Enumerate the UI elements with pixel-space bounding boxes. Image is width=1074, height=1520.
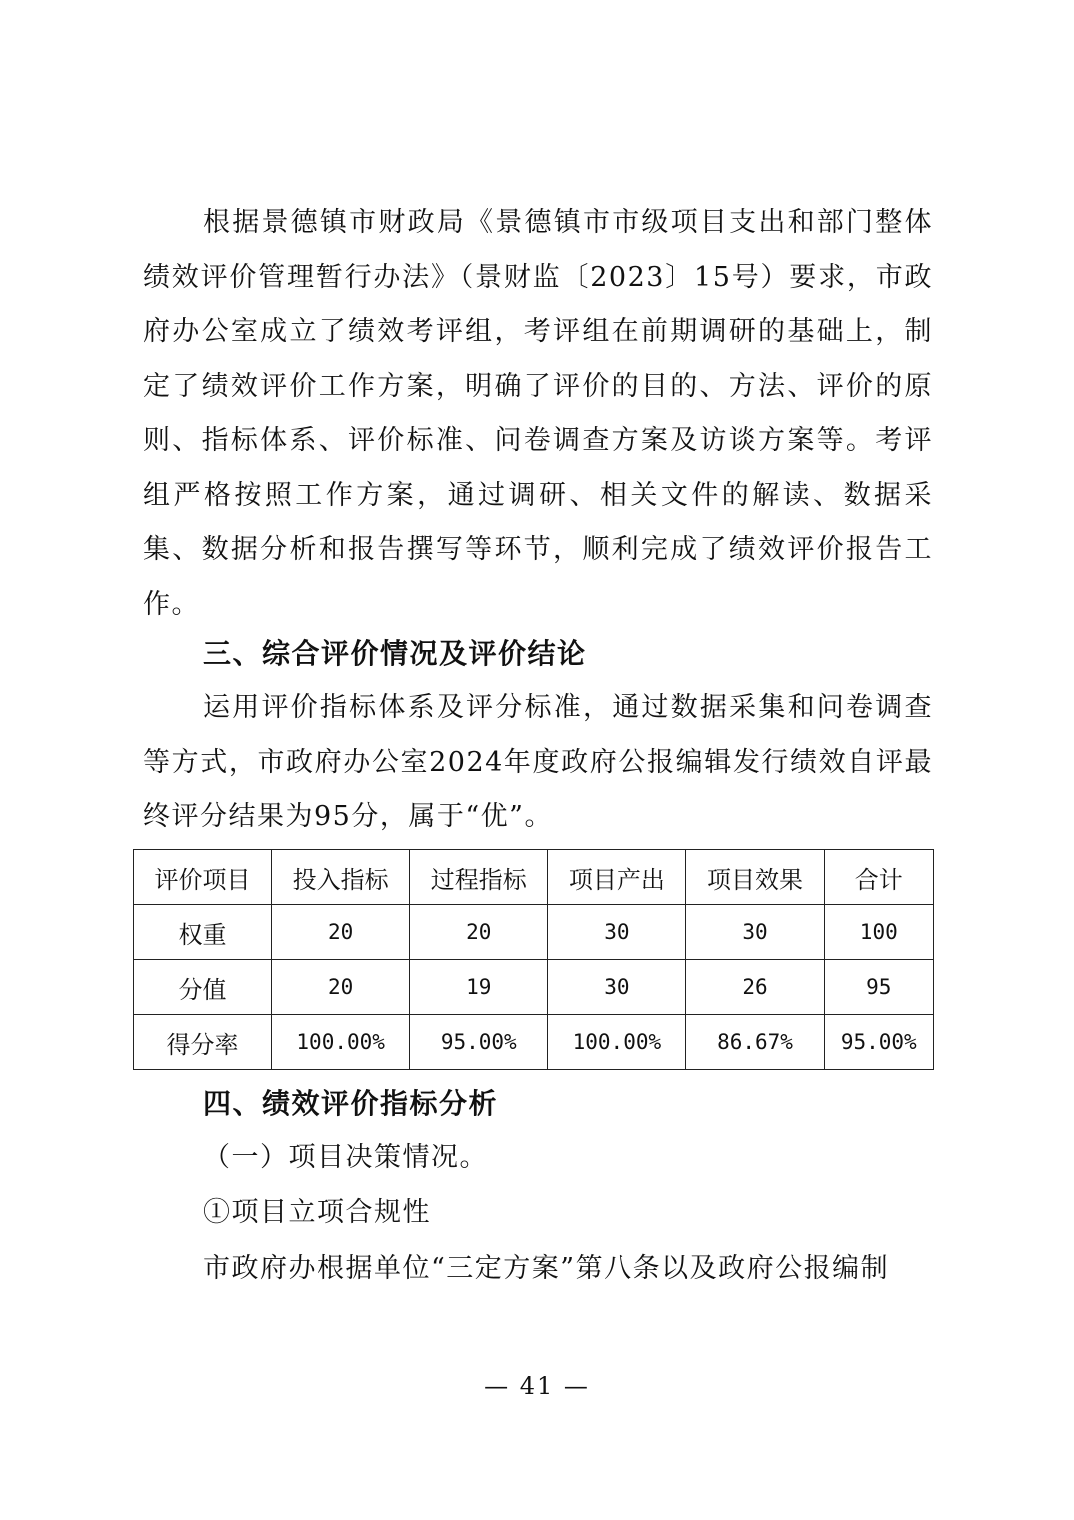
paragraph-evaluation-process: 根据景德镇市财政局《景德镇市市级项目支出和部门整体绩效评价管理暂行办法》（景财监〔2023〕15号）要求，市政府办公室成立了绩效考评组，考评组在前期调研的基础上，制定了绩效评价工作方案，明确了评价的目的、方法、评价的原则、指标体系、评价标准、问卷调查方案及访谈方案等。考评组严格按照工作方案，通过调研、相关文件的解读、数据采集、数据分析和报告撰写等环节，顺利完成了绩效评价报告工作。 [143, 207, 933, 620]
section-heading-4: 四、绩效评价指标分析 [203, 1087, 499, 1120]
paragraph-continuation: 市政府办根据单位“三定方案”第八条以及政府公报编制 [203, 1253, 890, 1284]
table-header-cell: 投入指标 [272, 850, 410, 905]
page-number: — 41 — [484, 1372, 590, 1400]
table-header-cell: 过程指标 [410, 850, 548, 905]
table-cell: 20 [410, 905, 548, 960]
score-table [133, 849, 934, 1070]
subsection-heading: （一）项目决策情况。 [203, 1142, 488, 1173]
table-row [134, 960, 934, 1015]
table-row-label: 分值 [134, 960, 272, 1015]
table-cell: 30 [548, 960, 686, 1015]
table-header-cell: 合计 [824, 850, 933, 905]
table-row [134, 1015, 934, 1070]
table-cell: 86.67% [686, 1015, 824, 1070]
table-cell: 20 [272, 905, 410, 960]
table-cell: 95 [824, 960, 933, 1015]
table-row-label: 得分率 [134, 1015, 272, 1070]
table-cell: 100.00% [272, 1015, 410, 1070]
table-cell: 95.00% [410, 1015, 548, 1070]
paragraph-evaluation-conclusion: 运用评价指标体系及评分标准，通过数据采集和问卷调查等方式，市政府办公室2024年度政府公报编辑发行绩效自评最终评分结果为95分，属于“优”。 [143, 692, 933, 832]
table-header-cell: 项目产出 [548, 850, 686, 905]
table-cell: 26 [686, 960, 824, 1015]
table-row [134, 905, 934, 960]
table-header-row [134, 850, 934, 905]
table-cell: 95.00% [824, 1015, 933, 1070]
table-header-cell: 项目效果 [686, 850, 824, 905]
section-heading-3: 三、综合评价情况及评价结论 [203, 637, 587, 670]
table-cell: 100 [824, 905, 933, 960]
table-header-cell: 评价项目 [134, 850, 272, 905]
item-heading: ①项目立项合规性 [203, 1197, 431, 1228]
table-row-label: 权重 [134, 905, 272, 960]
table-cell: 20 [272, 960, 410, 1015]
table-cell: 30 [548, 905, 686, 960]
table-cell: 100.00% [548, 1015, 686, 1070]
table-cell: 30 [686, 905, 824, 960]
table-cell: 19 [410, 960, 548, 1015]
